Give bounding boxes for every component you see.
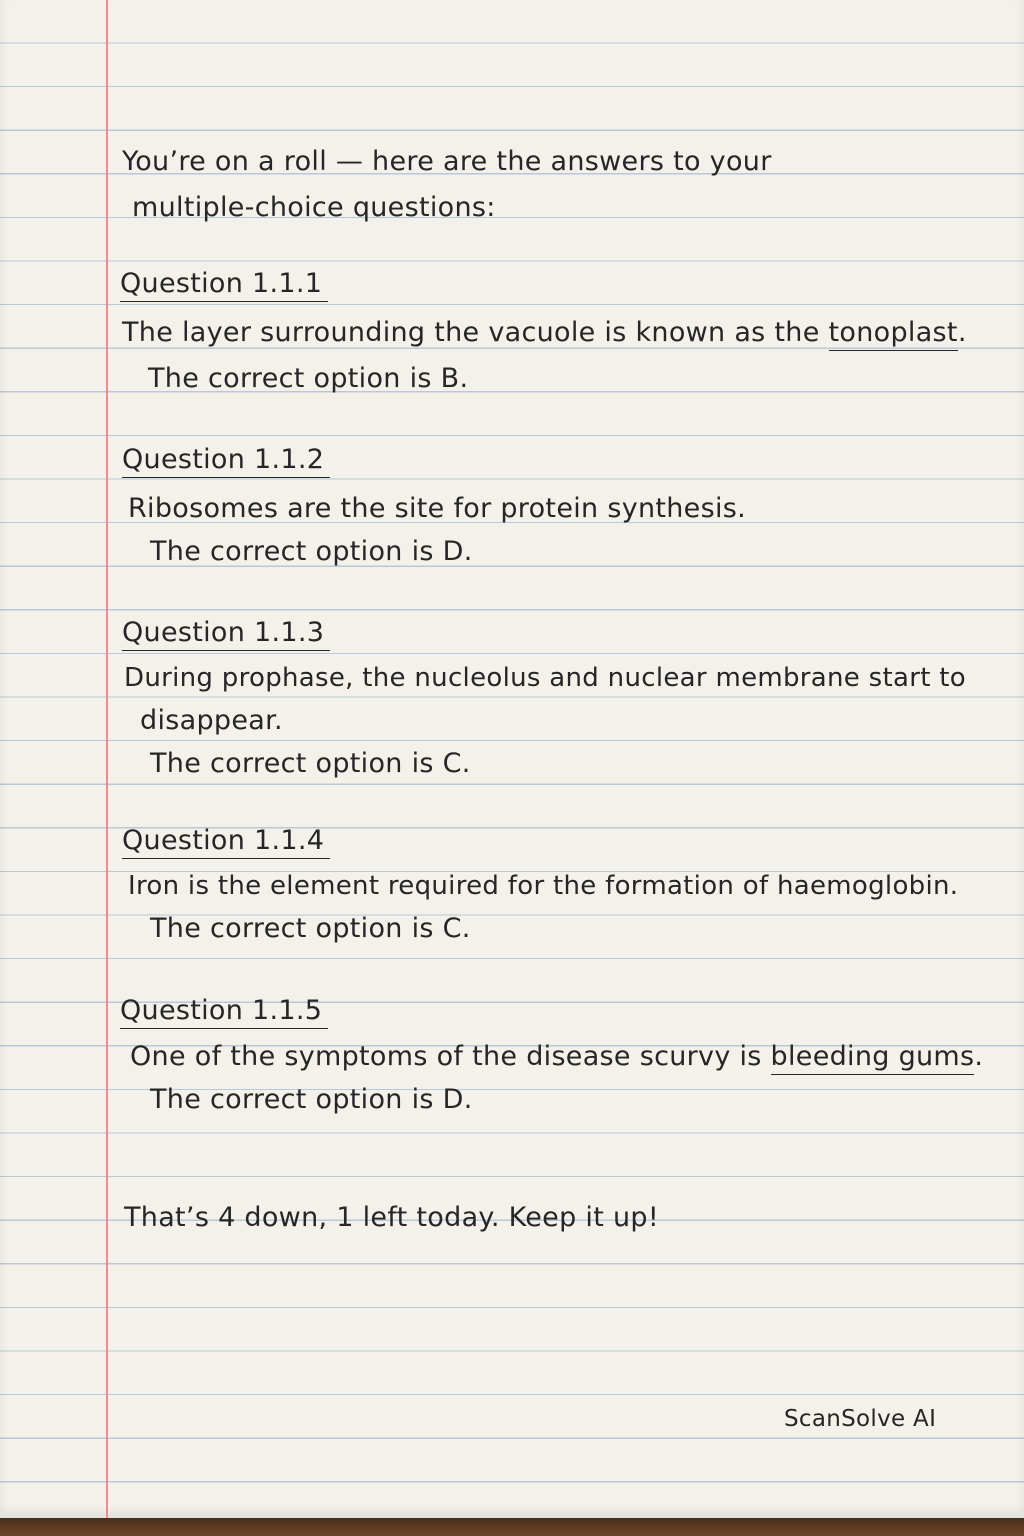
question-answer: The correct option is C. (150, 748, 471, 779)
underlined-term: bleeding gums (771, 1041, 975, 1075)
question-heading: Question 1.1.2 (122, 446, 330, 478)
question-heading: Question 1.1.4 (122, 827, 330, 859)
underlined-term: tonoplast (829, 317, 958, 351)
question-statement: Ribosomes are the site for protein synthesis. (128, 493, 747, 524)
question-statement (122, 319, 967, 346)
question-heading: Question 1.1.3 (122, 619, 330, 651)
statement-text: One of the symptoms of the disease scurvy is (130, 1041, 771, 1072)
statement-end: . (974, 1041, 984, 1072)
statement-text: The layer surrounding the vacuole is known as the (122, 317, 829, 348)
question-statement-cont: disappear. (140, 705, 283, 736)
intro-line-2: multiple-choice questions: (132, 192, 496, 223)
question-statement: Iron is the element required for the formation of haemoglobin. (128, 871, 959, 901)
question-answer: The correct option is C. (150, 913, 471, 944)
question-answer: The correct option is D. (150, 536, 473, 567)
question-answer: The correct option is D. (150, 1084, 473, 1115)
statement-end: . (957, 317, 967, 348)
question-statement: During prophase, the nucleolus and nuclear membrane start to (124, 663, 966, 693)
question-heading: Question 1.1.5 (120, 997, 328, 1029)
question-statement (130, 1043, 983, 1070)
question-heading: Question 1.1.1 (120, 270, 328, 302)
closing-message: That’s 4 down, 1 left today. Keep it up! (124, 1202, 659, 1233)
intro-line-1: You’re on a roll — here are the answers to your (122, 146, 772, 177)
question-answer: The correct option is B. (148, 363, 469, 394)
desk-surface (0, 1518, 1024, 1536)
brand-signature: ScanSolve AI (784, 1406, 937, 1432)
margin-line (106, 0, 108, 1518)
